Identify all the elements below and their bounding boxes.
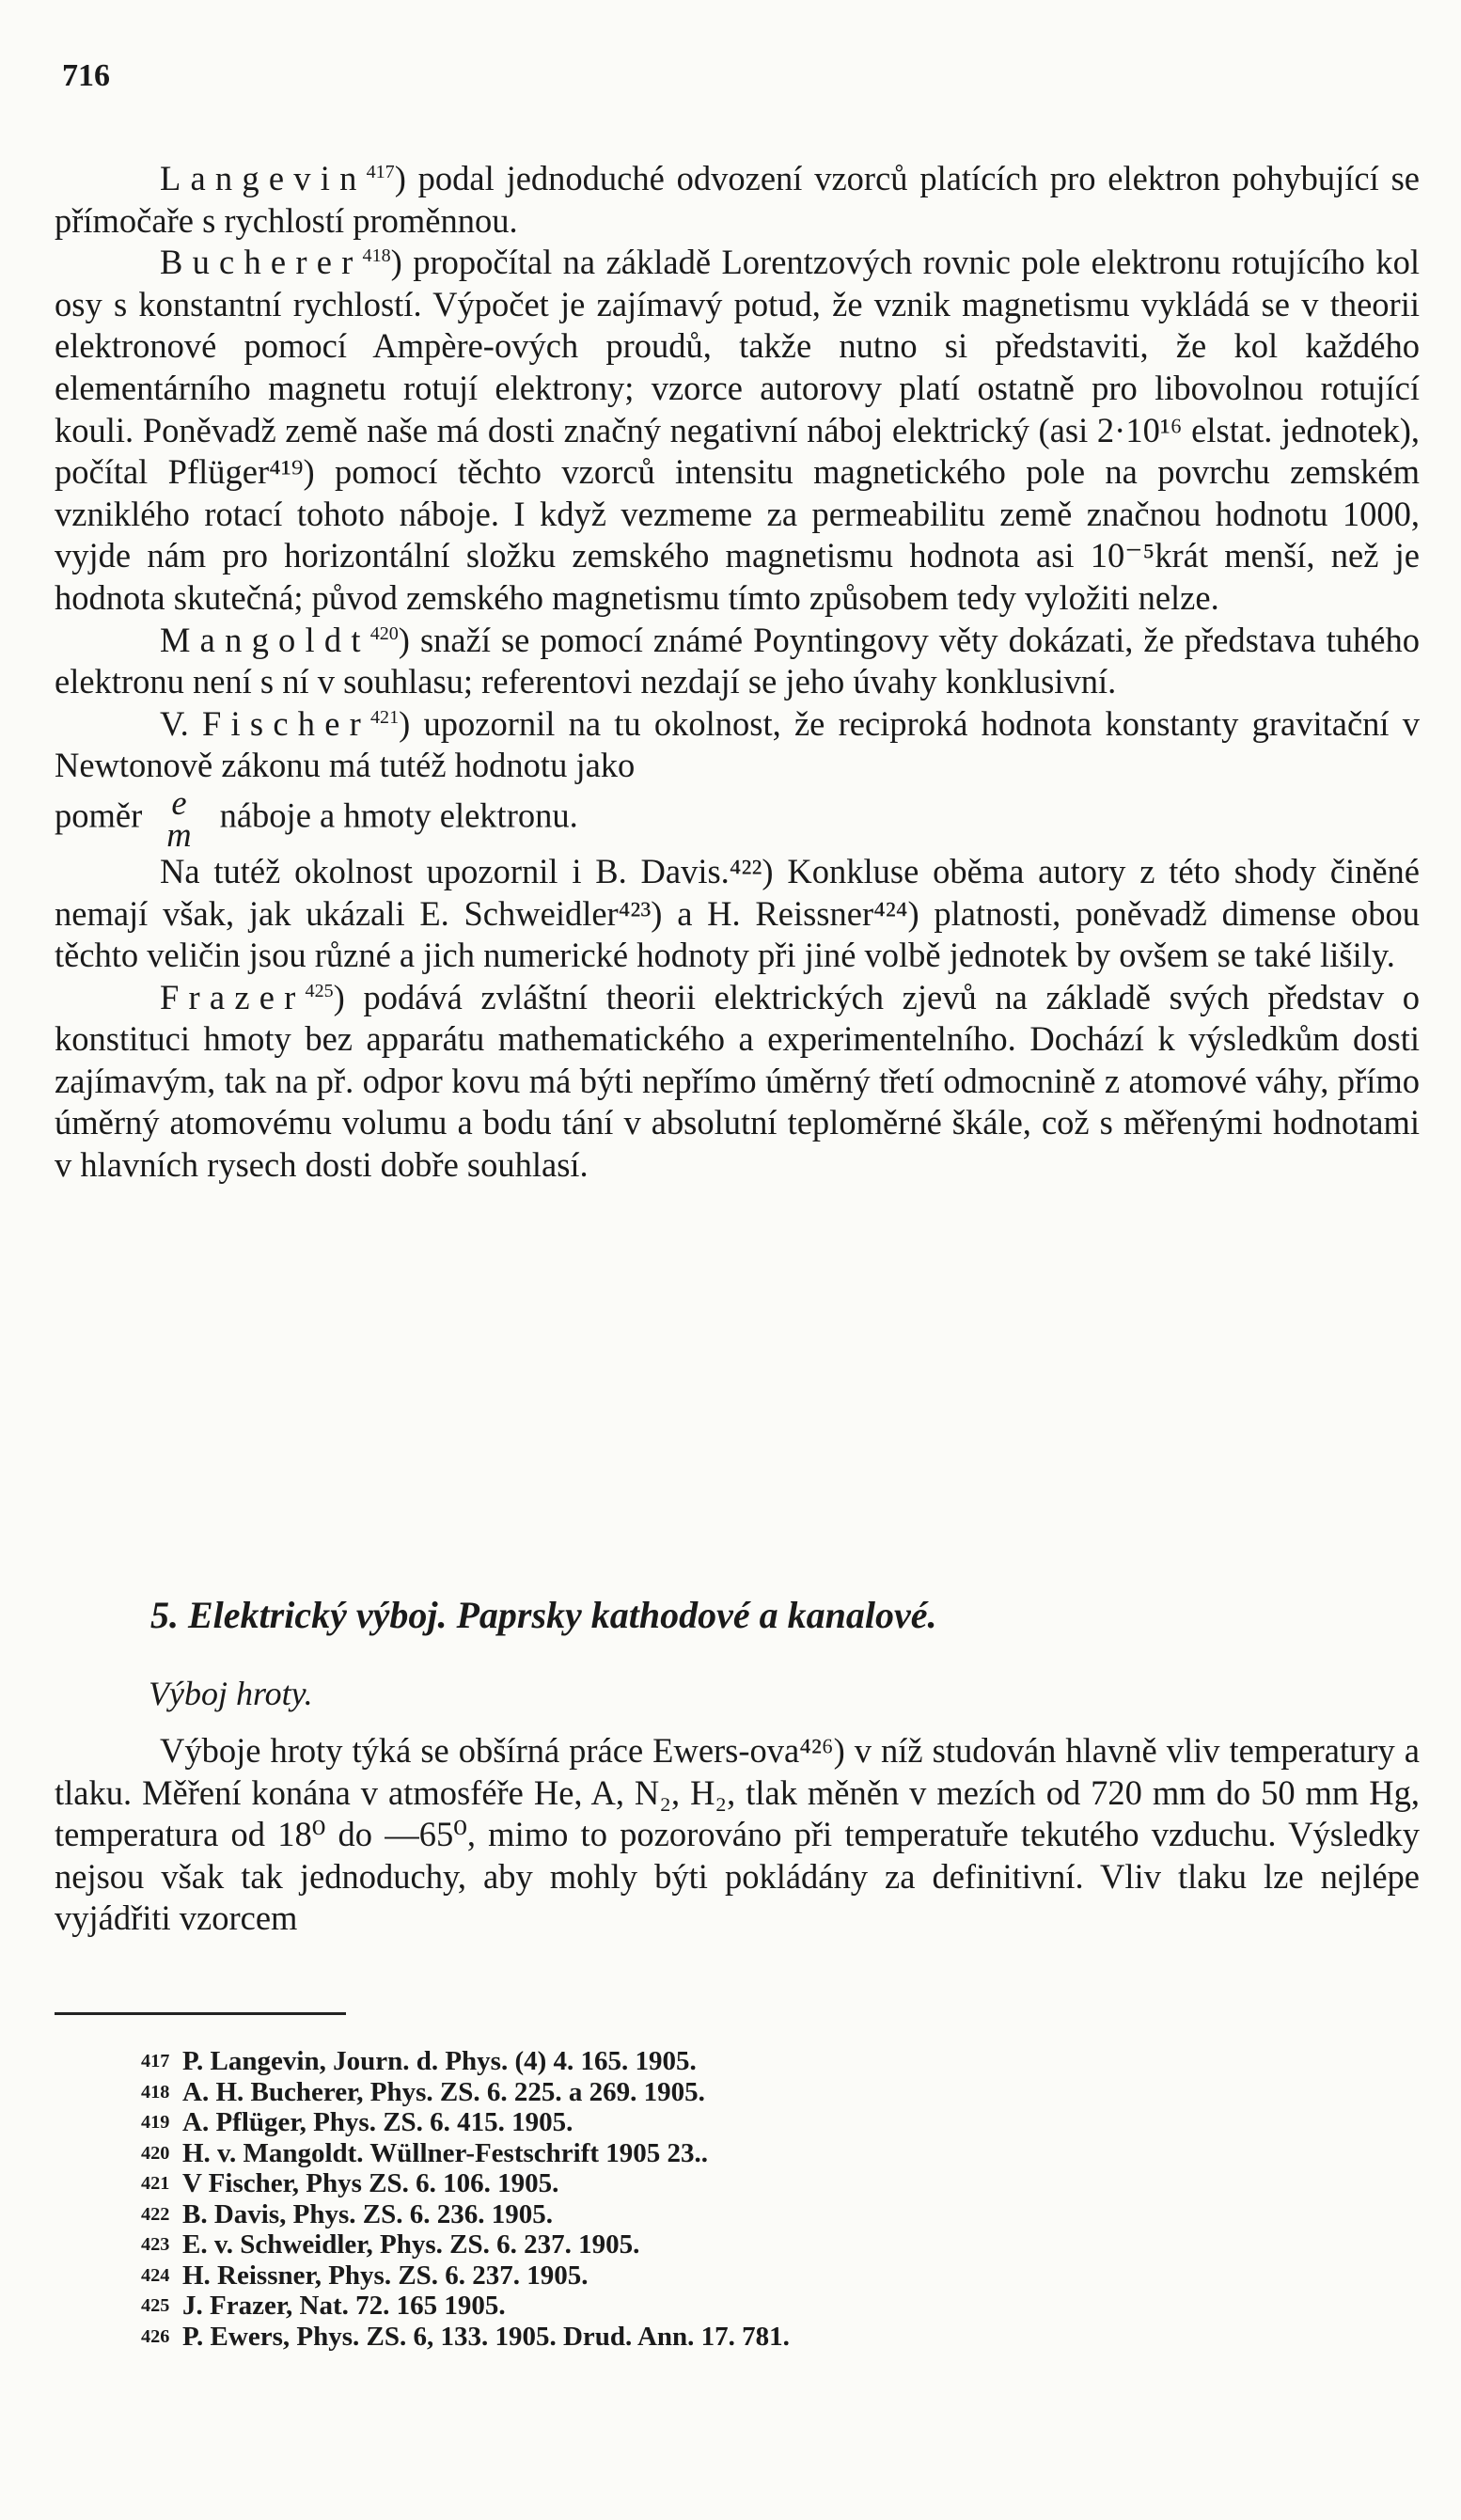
main-text — [55, 158, 1420, 1187]
paragraph-langevin: Langevin$^{417}$) podal jednoduché odvození vzorců platících pro elektron pohybující se přímočaře s rychlostí proměnnou. — [55, 159, 1420, 240]
paragraph-davis: Na tutéž okolnost upozornil i B. Davis.⁴²²) Konkluse oběma autory z této shody činěné nemají však, jak ukázali E. Schweidler⁴²³) a H. Reissner⁴²⁴) platnosti, poněvadž dimense obou těchto veličin jsou různé a jich numerické hodnoty při jiné volbě jednotek by ovšem se také lišily. — [55, 851, 1420, 975]
footnote-ref[interactable]: 421 — [370, 706, 400, 728]
page-number: 716 — [62, 58, 110, 93]
footnote: 423 E. v. Schweidler, Phys. ZS. 6. 237. 1905. — [141, 2229, 640, 2260]
footnote-divider — [55, 2012, 346, 2015]
section-text — [55, 1730, 1420, 1940]
author-name: Bucherer — [160, 243, 363, 282]
footnote: 421 V Fischer, Phys ZS. 6. 106. 1905. — [141, 2168, 559, 2198]
footnotes — [141, 2046, 1316, 2352]
footnote: 417 P. Langevin, Journ. d. Phys. (4) 4. 165. 1905. — [141, 2046, 697, 2076]
footnote-ref[interactable]: 420 — [369, 622, 399, 644]
section-title: 5. Elektrický výboj. Paprsky kathodové a kanalové. — [150, 1594, 937, 1636]
subsection-title: Výboj hroty. — [149, 1675, 313, 1712]
paragraph-frazer: Frazer$^{425}$) podává zvláštní theorii elektrických zjevů na základě svých představ o konstituci hmoty bez apparátu mathematického a experimentelního. Dochází k výsledkům dosti zajímavým, tak na př. odpor kovu má býti nepřímo úměrný třetí odmocnině z atomové váhy, přímo úměrný atomovému volumu a bodu tání v absolutní teploměrné škále, což s měřenými hodnotami v hlavních rysech dosti dobře souhlasí. — [55, 977, 1420, 1185]
footnote: 418 A. H. Bucherer, Phys. ZS. 6. 225. a 269. 1905. — [141, 2076, 705, 2107]
footnote: 420 H. v. Mangoldt. Wüllner-Festschrift 1905 23.. — [141, 2137, 709, 2168]
footnote: 422 B. Davis, Phys. ZS. 6. 236. 1905. — [141, 2198, 553, 2229]
paragraph-fischer: V. Fischer$^{421}$) upozornil na tu okolnost, že reciproká hodnota konstanty gravitační v Newtonově zákonu má tutéž hodnotu jako — [55, 703, 1421, 785]
author-name: Langevin — [160, 159, 367, 197]
footnote: 419 A. Pflüger, Phys. ZS. 6. 415. 1905. — [141, 2107, 573, 2137]
author-name: Frazer — [160, 977, 306, 1016]
author-name: Mangoldt — [160, 620, 370, 659]
footnote-ref[interactable]: 418 — [362, 245, 391, 267]
fraction: e m — [166, 782, 192, 854]
footnote: 424 H. Reissner, Phys. ZS. 6. 237. 1905. — [141, 2260, 589, 2291]
ratio-line: poměr e m náboje a hmoty elektronu. — [55, 782, 578, 854]
footnote: 425 J. Frazer, Nat. 72. 165 1905. — [141, 2291, 506, 2321]
footnote-ref[interactable]: 425 — [305, 980, 334, 1001]
paragraph-ewers: Výboje hroty týká se obšírná práce Ewers-ova⁴²⁶) v níž studován hlavně vliv temperatury a tlaku. Měření konána v atmosféře He, A, N₂, H₂, tlak měněn v mezích od 720 mm do 50 mm Hg, temperatura od 18⁰ do —65⁰, mimo to pozorováno při temperatuře tekutého vzduchu. Výsledky nejsou však tak jednoduchy, aby mohly býti pokládány za definitivní. Vliv tlaku lze nejlépe vyjádřiti vzorcem — [55, 1731, 1420, 1938]
author-name: Fischer — [202, 703, 371, 743]
footnote-ref[interactable]: 417 — [366, 161, 395, 182]
paragraph-bucherer: Bucherer$^{418}$) propočítal na základě Lorentzových rovnic pole elektronu rotujícího kol osy s konstantní rychlostí. Výpočet je zajímavý potud, že vznik magnetismu vykládá se v theorii elektronové pomocí Ampère-ových proudů, takže nutno si představiti, že kol každého elementárního magnetu rotují elektrony; vzorce autorovy platí ostatně pro libovolnou rotující kouli. Poněvadž země naše má dosti značný negativní náboj elektrický (asi 2·10¹⁶ elstat. jednotek), počítal Pflüger⁴¹⁹) pomocí těchto vzorců intensitu magnetického pole na povrchu zemském vzniklého rotací tohoto náboje. I když vezmeme za permeabilitu země značnou hodnotu 1000, vyjde nám pro horizontální složku zemského magnetismu hodnota asi 10⁻⁵krát menší, než je hodnota skutečná; původ zemského magnetismu tímto způsobem tedy vyložiti nelze. — [55, 243, 1420, 617]
paragraph-mangoldt: Mangoldt$^{420}$) snaží se pomocí známé Poyntingovy věty dokázati, že představa tuhého elektronu není s ní v souhlasu; referentovi nezdají se jeho úvahy konklusivní. — [55, 620, 1420, 701]
footnote: 426 P. Ewers, Phys. ZS. 6, 133. 1905. Drud. Ann. 17. 781. — [141, 2321, 790, 2352]
